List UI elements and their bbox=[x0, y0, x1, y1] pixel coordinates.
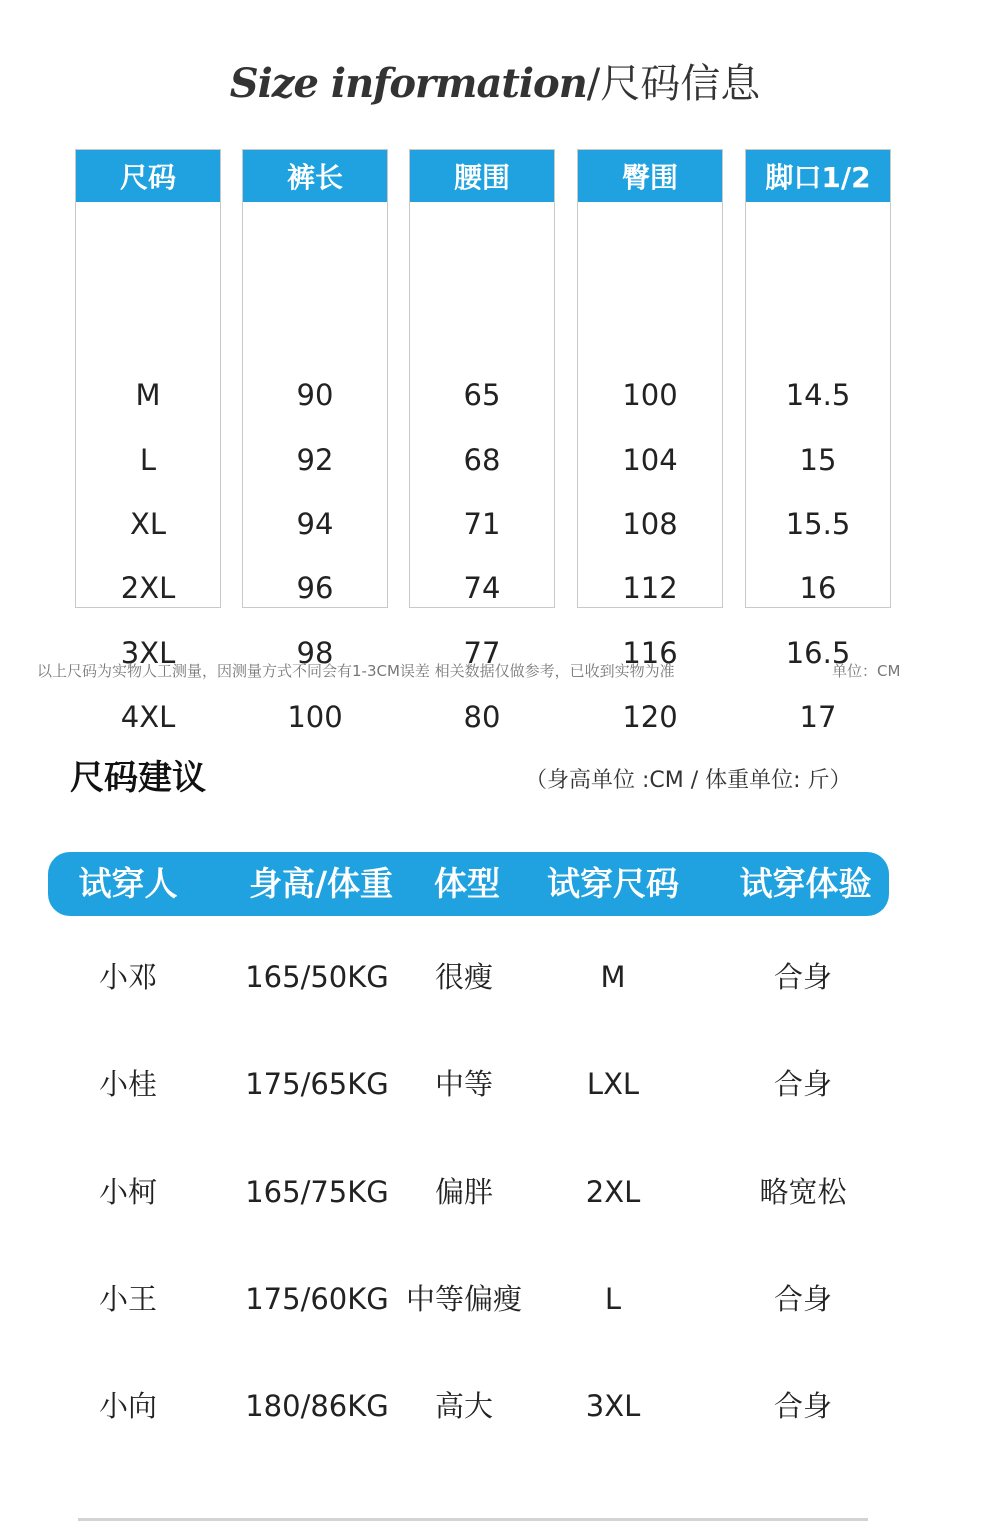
fit-cell-height-weight: 165/75KG bbox=[245, 1175, 389, 1209]
table-cell: 90 bbox=[296, 378, 334, 412]
table-cell: 15 bbox=[799, 443, 837, 477]
table-cell: 96 bbox=[296, 571, 334, 605]
table-cell: 92 bbox=[296, 443, 334, 477]
fit-cell-experience: 合身 bbox=[773, 1389, 832, 1423]
fit-cell-height-weight: 165/50KG bbox=[245, 960, 389, 994]
title-english: Size information bbox=[229, 60, 587, 107]
table-cell: 2XL bbox=[120, 571, 176, 605]
table-cell: XL bbox=[129, 507, 167, 541]
table-cell: 16.5 bbox=[785, 636, 851, 670]
fit-cell-size: M bbox=[600, 960, 626, 994]
table-cell: 104 bbox=[622, 443, 678, 477]
fit-cell-body-type: 很瘦 bbox=[434, 960, 493, 994]
fit-cell-experience: 合身 bbox=[773, 1067, 832, 1101]
size-column bbox=[577, 149, 723, 734]
table-cell: M bbox=[135, 378, 161, 412]
fit-cell-experience: 略宽松 bbox=[759, 1175, 847, 1209]
fit-cell-body-type: 偏胖 bbox=[434, 1175, 493, 1209]
table-cell: 3XL bbox=[120, 636, 176, 670]
fit-header-height-weight: 身高/体重 bbox=[248, 864, 394, 903]
fit-cell-tester: 小王 bbox=[98, 1282, 157, 1316]
suggestion-title: 尺码建议 bbox=[70, 758, 206, 798]
fit-header-experience: 试穿体验 bbox=[739, 864, 872, 903]
fit-cell-height-weight: 175/60KG bbox=[245, 1282, 389, 1316]
fit-cell-body-type: 高大 bbox=[434, 1389, 493, 1423]
table-cell: 14.5 bbox=[785, 378, 851, 412]
table-cell: 98 bbox=[296, 636, 334, 670]
fit-cell-height-weight: 180/86KG bbox=[245, 1389, 389, 1423]
unit-label: 单位：CM bbox=[832, 662, 901, 680]
table-cell: 16 bbox=[799, 571, 837, 605]
table-cell: 112 bbox=[622, 571, 678, 605]
table-cell: 100 bbox=[287, 700, 343, 734]
column-header: 裤长 bbox=[243, 150, 387, 202]
table-cell: 120 bbox=[622, 700, 678, 734]
table-cell: 71 bbox=[463, 507, 501, 541]
fit-cell-tester: 小邓 bbox=[98, 960, 157, 994]
column-header: 臀围 bbox=[578, 150, 722, 202]
fit-cell-height-weight: 175/65KG bbox=[245, 1067, 389, 1101]
measurement-note: 以上尺码为实物人工测量，因测量方式不同会有1-3CM误差 相关数据仅做参考，已收到实物为准 bbox=[37, 662, 675, 680]
table-cell: 65 bbox=[463, 378, 501, 412]
table-cell: 94 bbox=[296, 507, 334, 541]
table-cell: 100 bbox=[622, 378, 678, 412]
table-cell: 17 bbox=[799, 700, 837, 734]
table-cell: 116 bbox=[622, 636, 678, 670]
fit-header-tester: 试穿人 bbox=[78, 864, 178, 903]
fit-cell-size: L bbox=[604, 1282, 622, 1316]
fit-cell-tester: 小桂 bbox=[98, 1067, 157, 1101]
table-cell: 74 bbox=[463, 571, 501, 605]
fit-cell-body-type: 中等偏瘦 bbox=[405, 1282, 522, 1316]
fit-cell-tester: 小柯 bbox=[98, 1175, 157, 1209]
fit-header-size: 试穿尺码 bbox=[547, 864, 679, 903]
table-cell: 4XL bbox=[120, 700, 176, 734]
bottom-divider bbox=[78, 1518, 868, 1521]
fit-cell-tester: 小向 bbox=[98, 1389, 157, 1423]
table-cell: 68 bbox=[463, 443, 501, 477]
fit-cell-size: 3XL bbox=[585, 1389, 641, 1423]
fit-cell-body-type: 中等 bbox=[434, 1067, 493, 1101]
fit-cell-experience: 合身 bbox=[773, 960, 832, 994]
size-column bbox=[242, 149, 388, 734]
column-header: 脚口1/2 bbox=[746, 150, 890, 202]
table-cell: L bbox=[139, 443, 157, 477]
table-cell: 80 bbox=[463, 700, 501, 734]
fit-cell-size: 2XL bbox=[585, 1175, 641, 1209]
column-header: 腰围 bbox=[410, 150, 554, 202]
table-cell: 77 bbox=[463, 636, 501, 670]
table-cell: 108 bbox=[622, 507, 678, 541]
title-chinese: /尺码信息 bbox=[586, 61, 761, 107]
size-column bbox=[409, 149, 555, 734]
column-header: 尺码 bbox=[76, 150, 220, 202]
size-column bbox=[75, 149, 221, 734]
fit-cell-size: LXL bbox=[586, 1067, 640, 1101]
fit-header-body-type: 体型 bbox=[434, 864, 500, 903]
suggestion-units: （身高单位 :CM / 体重单位: 斤） bbox=[525, 768, 852, 793]
fit-cell-experience: 合身 bbox=[773, 1282, 832, 1316]
table-cell: 15.5 bbox=[785, 507, 851, 541]
page-title bbox=[0, 52, 990, 109]
